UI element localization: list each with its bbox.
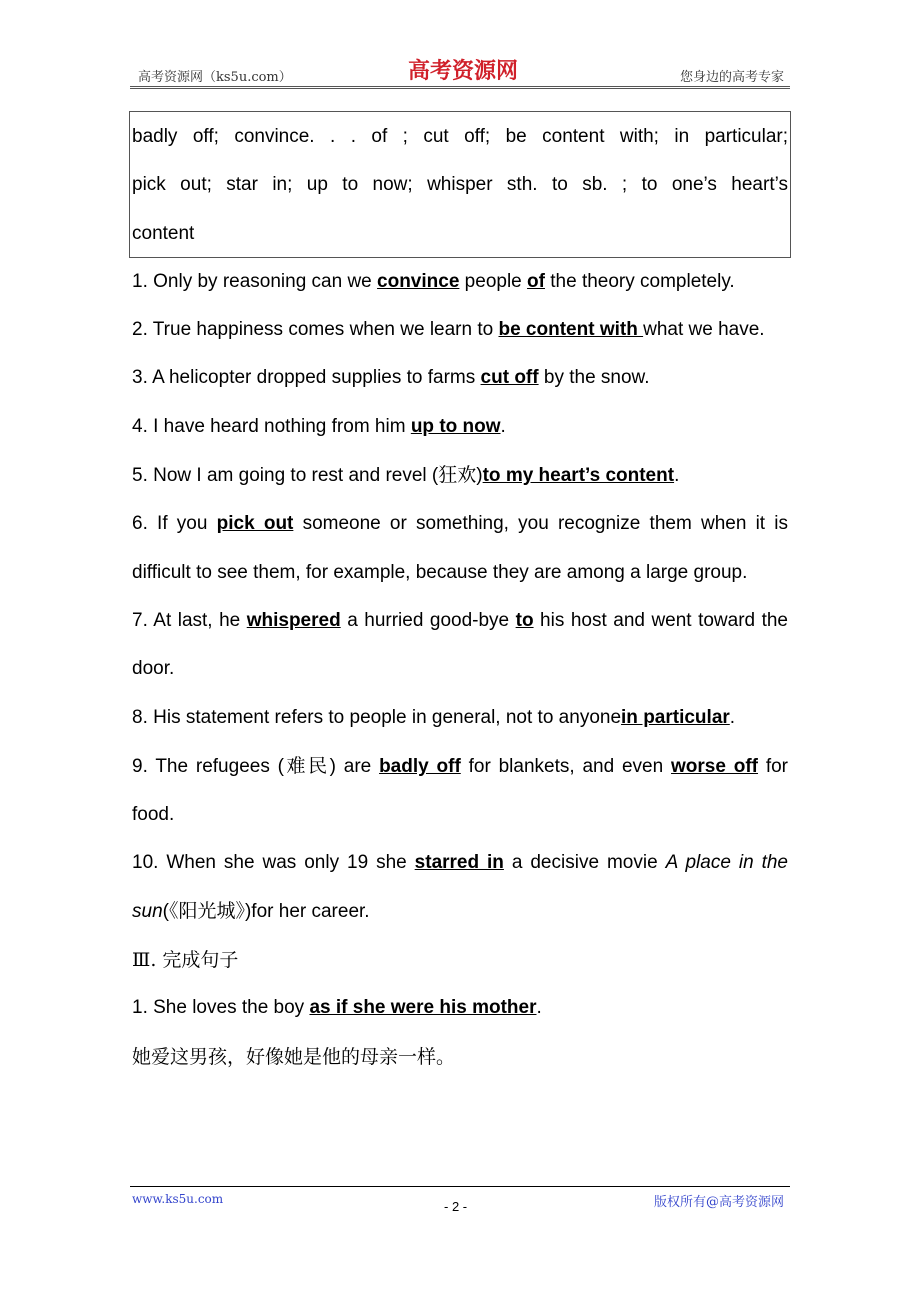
page-footer — [130, 1186, 790, 1214]
answer-text: be content with — [498, 319, 644, 341]
answer-text: up to now — [410, 415, 501, 437]
sentence — [132, 354, 788, 402]
sentence-text: a hurried good-bye — [340, 609, 516, 631]
sentence-text: a decisive movie — [503, 852, 666, 874]
sentence-text: 2. True happiness comes when we learn to — [132, 319, 499, 341]
footer-copyright: 版权所有@高考资源网 — [653, 1195, 784, 1210]
sentence-text: what we have. — [643, 319, 765, 341]
sentence-text: 1. She loves the boy — [132, 997, 310, 1019]
sentence-text: 3. A helicopter dropped supplies to farms — [132, 367, 481, 389]
sentence-text: 1. Only by reasoning can we — [132, 270, 378, 292]
sentence — [132, 403, 788, 451]
sentence-text: 6. If you — [132, 513, 217, 535]
sentence-text: 7. At last, he — [132, 609, 247, 631]
sentence-text: for blankets, and even — [460, 755, 672, 777]
sentence-text: his host and went toward the door. — [132, 609, 789, 680]
sentence — [132, 1033, 788, 1082]
answer-text: whispered — [246, 609, 341, 631]
sentence — [132, 258, 788, 306]
phrase-line: content — [132, 222, 195, 244]
sentence-text: 10. When she was only 19 she — [132, 852, 415, 874]
completion-sentences — [132, 984, 788, 1082]
sentence-text: . — [536, 997, 542, 1019]
answer-text: to my heart’s content — [482, 465, 675, 487]
sentence-text: 8. His statement refers to people in general, not to anyone — [132, 706, 622, 728]
sentence-text: someone or something, you recognize them when it is difficult to see them, for example, because they are among a large group. — [132, 513, 789, 583]
sentence-text: people — [459, 270, 528, 292]
header-slogan: 您身边的高考专家 — [679, 70, 784, 85]
phrase-line: badly off; convince. . . of ; cut off; be content with; in particular; — [132, 126, 788, 147]
document-body — [132, 113, 788, 1082]
answer-text: in particular — [621, 706, 730, 728]
sentence — [132, 984, 788, 1032]
page-header — [130, 58, 790, 89]
answer-text: of — [527, 270, 545, 292]
answer-text: to — [515, 609, 534, 631]
phrase-line: pick out; star in; up to now; whisper sth. to sb. ; to one’s heart’s — [132, 174, 788, 196]
phrase-list — [132, 113, 788, 258]
answer-text: cut off — [480, 367, 539, 389]
sentence-text: 她爱这男孩，好像她是他的母亲一样。 — [132, 1045, 456, 1068]
answer-text: convince — [377, 270, 460, 292]
sentence-text: the theory completely. — [544, 270, 735, 292]
sentence — [132, 742, 788, 840]
sentence-text: 5. Now I am going to rest and revel ( — [132, 465, 439, 487]
sentence-text: 难民 — [283, 754, 330, 777]
answer-text: pick out — [216, 513, 294, 535]
sentence-text: 9. The refugees ( — [132, 755, 284, 777]
sentence — [132, 306, 788, 354]
sentence-text: for her career. — [251, 900, 370, 922]
sentence-text: ) — [476, 465, 483, 487]
sentence-text: for food. — [132, 755, 789, 826]
sentence-text: . — [500, 415, 506, 437]
sentence-text: . — [674, 465, 680, 487]
sentence-text: (《阳光城》) — [162, 900, 252, 922]
section-title: Ⅲ. 完成句子 — [132, 949, 239, 972]
sentence-text: 狂欢 — [438, 464, 477, 487]
sentence — [132, 839, 788, 936]
footer-link[interactable]: www.ks5u.com — [132, 1192, 224, 1206]
sentence-text: A place in the sun — [132, 852, 788, 922]
sentence-text: 4. I have heard nothing from him — [132, 415, 411, 437]
answer-text: starred in — [414, 852, 504, 874]
sentence — [132, 451, 788, 500]
sentence — [132, 597, 788, 694]
sentence — [132, 500, 788, 597]
answer-text: worse off — [671, 755, 759, 777]
sentence-text: by the snow. — [538, 367, 650, 389]
answer-text: as if she were his mother — [309, 997, 537, 1019]
sentence-text: . — [729, 706, 736, 728]
sentence-text: ) are — [329, 755, 380, 777]
header-logo: 高考资源网 — [408, 58, 519, 84]
sentence — [132, 694, 788, 742]
answer-text: badly off — [379, 755, 461, 777]
header-site-name: 高考资源网（ks5u.com） — [138, 70, 292, 85]
exercise-sentences — [132, 258, 788, 936]
page-number: - 2 - — [444, 1199, 468, 1214]
